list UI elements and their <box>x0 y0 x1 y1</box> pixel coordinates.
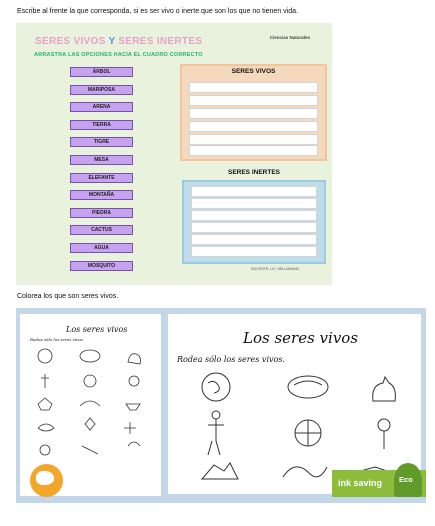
spain-map-logo <box>30 464 63 497</box>
word-box: MESA <box>70 155 133 165</box>
word-box: CACTUS <box>70 225 133 235</box>
worksheet-title <box>35 36 202 47</box>
snake-icon <box>80 401 100 406</box>
snake-icon <box>283 467 327 477</box>
rider-icon <box>202 463 238 479</box>
word-box: TIERRA <box>70 120 133 130</box>
seres-inertes-box <box>182 169 326 264</box>
worksheet-page-large <box>168 314 421 494</box>
ball-icon <box>84 375 96 387</box>
title-seres-inertes: SERES INERTES <box>118 36 203 47</box>
title-seres-vivos: SERES VIVOS <box>35 36 106 47</box>
answer-line <box>191 234 317 245</box>
page-instruction: Rodea sólo los seres vivos. <box>30 337 84 342</box>
word-box: AGUA <box>70 243 133 253</box>
answer-line <box>189 108 318 119</box>
answer-line <box>189 82 318 93</box>
cat-icon <box>373 377 396 401</box>
flower-icon <box>378 419 390 431</box>
worksheet-image-2 <box>16 308 426 503</box>
ink-saving-label: ink saving <box>338 478 383 488</box>
sun-icon <box>40 445 50 455</box>
cloud-icon <box>38 424 54 431</box>
answer-line <box>189 121 318 132</box>
rider-icon <box>38 398 52 410</box>
answer-line <box>189 145 318 156</box>
answer-line <box>191 246 317 257</box>
word-box: MOSQUITO <box>70 261 133 271</box>
boy-icon <box>41 374 49 388</box>
answer-line <box>191 186 317 197</box>
fish-icon <box>126 404 140 410</box>
bird-icon <box>128 442 140 446</box>
bug-icon <box>85 418 95 430</box>
answer-line <box>191 210 317 221</box>
worksheet-footer: DOCENTE: LIC. HELLMANNS <box>251 267 299 271</box>
instruction-2: Colorea los que son seres vivos. <box>17 293 119 300</box>
answer-line <box>191 198 317 209</box>
cat-icon <box>128 354 141 364</box>
word-box: PIEDRA <box>70 208 133 218</box>
boy-icon <box>208 419 224 455</box>
worksheet-image-1 <box>16 23 332 285</box>
answer-line <box>191 222 317 233</box>
word-box: TIGRE <box>70 137 133 147</box>
rock-icon <box>80 350 100 362</box>
eco-label: Eco <box>399 475 413 484</box>
flower-icon <box>129 376 139 386</box>
title-y: Y <box>108 36 116 47</box>
word-box: ELEFANTE <box>70 173 133 183</box>
word-list <box>70 67 133 278</box>
stick-icon <box>82 446 98 454</box>
eco-ink-saving-logo <box>332 470 426 497</box>
page-instruction: Rodea sólo los seres vivos. <box>177 355 285 364</box>
worksheet-subtitle: ARRASTRA LAS OPCIONES HACIA EL CUADRO CORRECTO <box>34 52 203 58</box>
word-box: MARIPOSA <box>70 85 133 95</box>
seres-vivos-box <box>180 64 327 161</box>
answer-line <box>189 95 318 106</box>
answer-line <box>189 134 318 145</box>
instruction-1: Escribe al frente la que corresponda, si es ser vivo o inerte que son los que no tienen vida. <box>17 8 298 15</box>
earth-icon <box>202 373 230 401</box>
corner-label: Ciencias Naturales <box>269 35 310 40</box>
rock-icon <box>288 376 328 398</box>
word-box: ARENA <box>70 102 133 112</box>
word-box: MONTAÑA <box>70 190 133 200</box>
seres-vivos-box-title: SERES VIVOS <box>231 68 276 75</box>
leaf-icon <box>394 463 422 497</box>
page-title: Los seres vivos <box>66 325 128 334</box>
plant-icon <box>124 422 136 434</box>
earth-icon <box>38 349 52 363</box>
spain-map-icon <box>36 471 54 485</box>
word-box: ÁRBOL <box>70 67 133 77</box>
page-title: Los seres vivos <box>243 329 359 347</box>
seres-inertes-box-title: SERES INERTES <box>227 169 280 176</box>
